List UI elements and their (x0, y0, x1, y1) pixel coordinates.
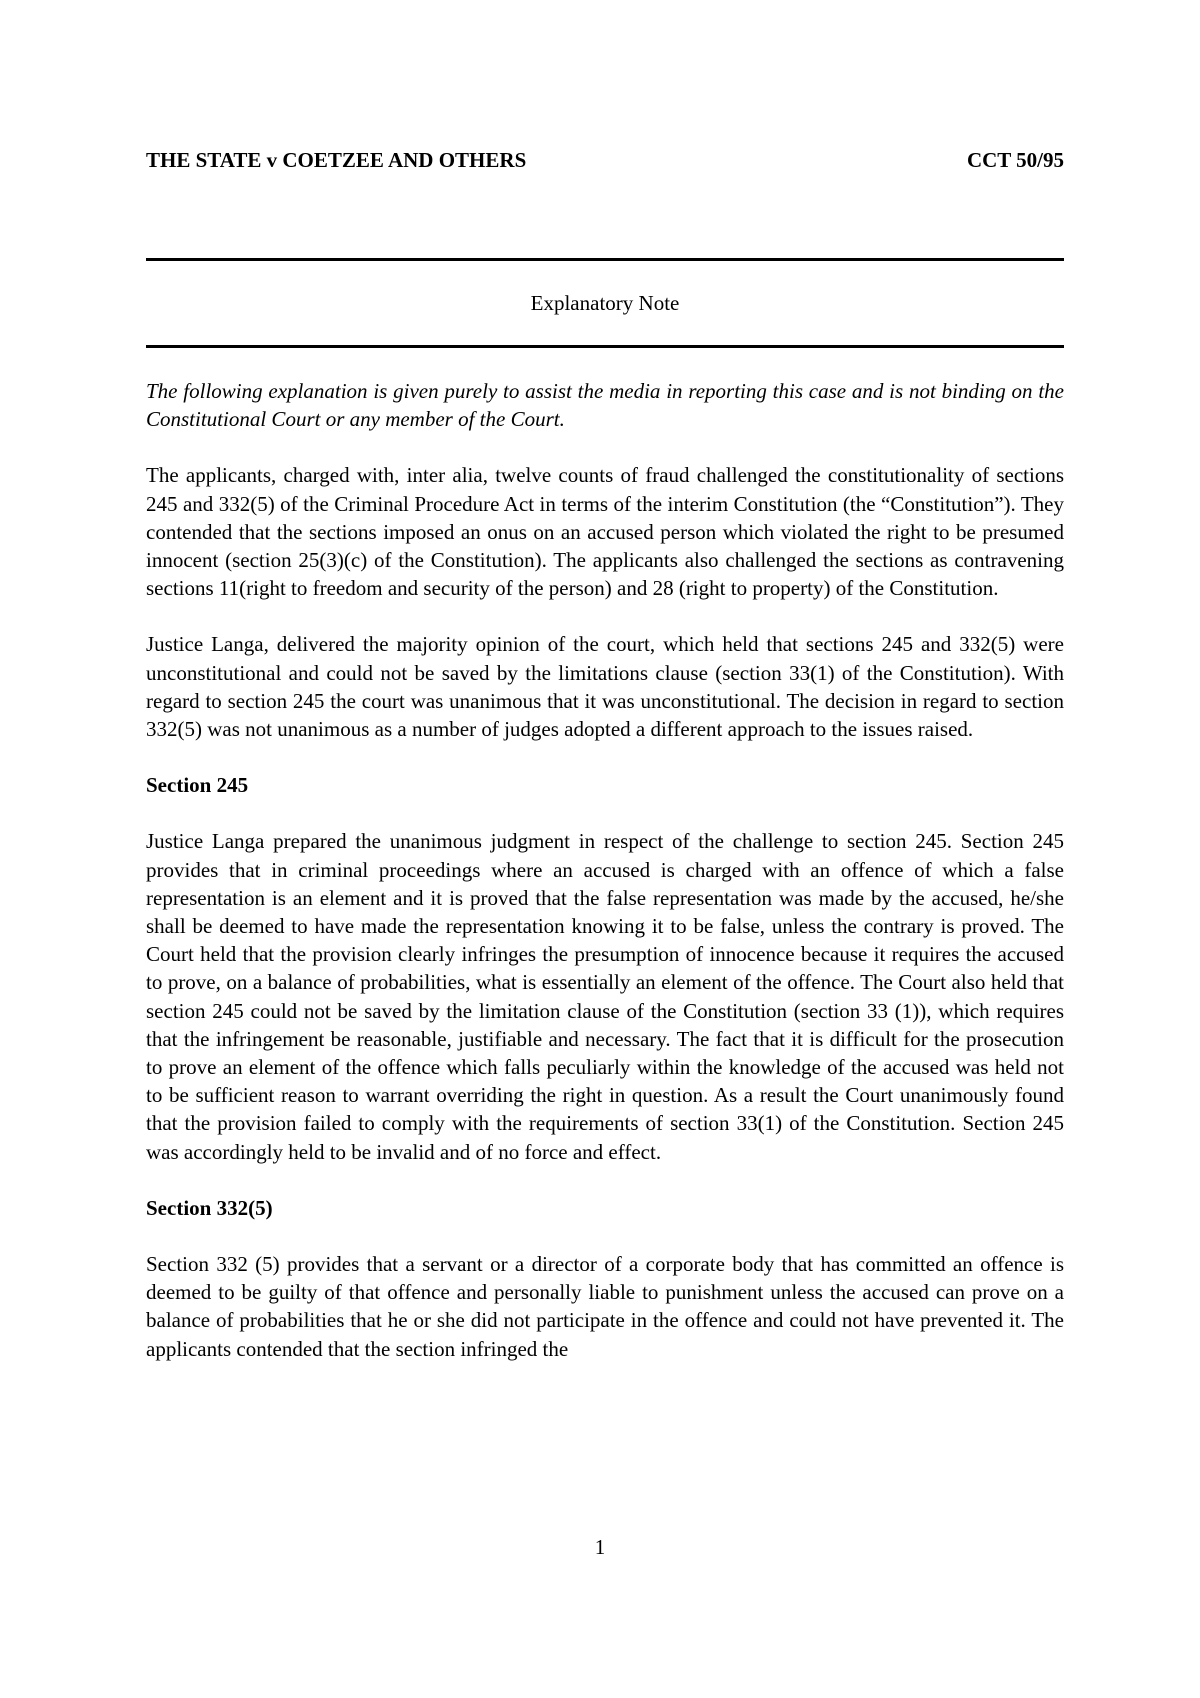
case-title: THE STATE v COETZEE AND OTHERS (146, 148, 527, 172)
case-number: CCT 50/95 (966, 148, 1064, 172)
document-body (146, 377, 1064, 1391)
disclaimer-paragraph: The following explanation is given purely to assist the media in reporting this case and is not binding on the Constitutional Court or any member of the Court. (146, 379, 1064, 432)
page-number: 1 (594, 1535, 606, 1559)
document-subtitle: Explanatory Note (530, 291, 680, 315)
intro-paragraph-2: Justice Langa, delivered the majority opinion of the court, which held that sections 245 and 332(5) were unconstitutional and could not be saved by the limitations clause (section 33(1) of the Constitution). With regard to section 245 the court was unanimous that it was unconstitutional. The decision in regard to section 332(5) was not unanimous as a number of judges adopted a different approach to the issues raised. (146, 632, 1064, 742)
bottom-divider (146, 345, 1064, 348)
intro-paragraph-1: The applicants, charged with, inter alia, twelve counts of fraud challenged the constitutionality of sections 245 and 332(5) of the Criminal Procedure Act in terms of the interim Constitution (the “Constitution”). They contended that the sections imposed an onus on an accused person which violated the right to be presumed innocent (section 25(3)(c) of the Constitution). The applicants also challenged the sections as contravening sections 11(right to freedom and security of the person) and 28 (right to property) of the Constitution. (146, 463, 1064, 601)
section-heading-245: Section 245 (146, 773, 249, 798)
top-divider (146, 258, 1064, 261)
section-332-5-paragraph: Section 332 (5) provides that a servant or a director of a corporate body that has committed an offence is deemed to be guilty of that offence and personally liable to punishment unless the accused can prove on a balance of probabilities that he or she did not participate in the offence and could not have prevented it. The applicants contended that the section infringed the (146, 1252, 1064, 1361)
document-header (146, 148, 1064, 172)
section-245-paragraph: Justice Langa prepared the unanimous judgment in respect of the challenge to section 245. Section 245 provides that in criminal proceedings where an accused is charged with an offence of which a false representation is an element and it is proved that the false representation was made by the accused, he/she shall be deemed to have made the representation knowing it to be false, unless the contrary is proved. The Court held that the provision clearly infringes the presumption of innocence because it requires the accused to prove, on a balance of probabilities, what is essentially an element of the offence. The Court also held that section 245 could not be saved by the limitation clause of the Constitution (section 33 (1)), which requires that the infringement be reasonable, justifiable and necessary. The fact that it is difficult for the prosecution to prove an element of the offence which falls peculiarly within the knowledge of the accused was held not to be sufficient reason to warrant overriding the right in question. As a result the Court unanimously found that the provision failed to comply with the requirements of section 33(1) of the Constitution. Section 245 was accordingly held to be invalid and of no force and effect. (146, 829, 1064, 1164)
section-heading-332-5: Section 332(5) (146, 1195, 273, 1220)
